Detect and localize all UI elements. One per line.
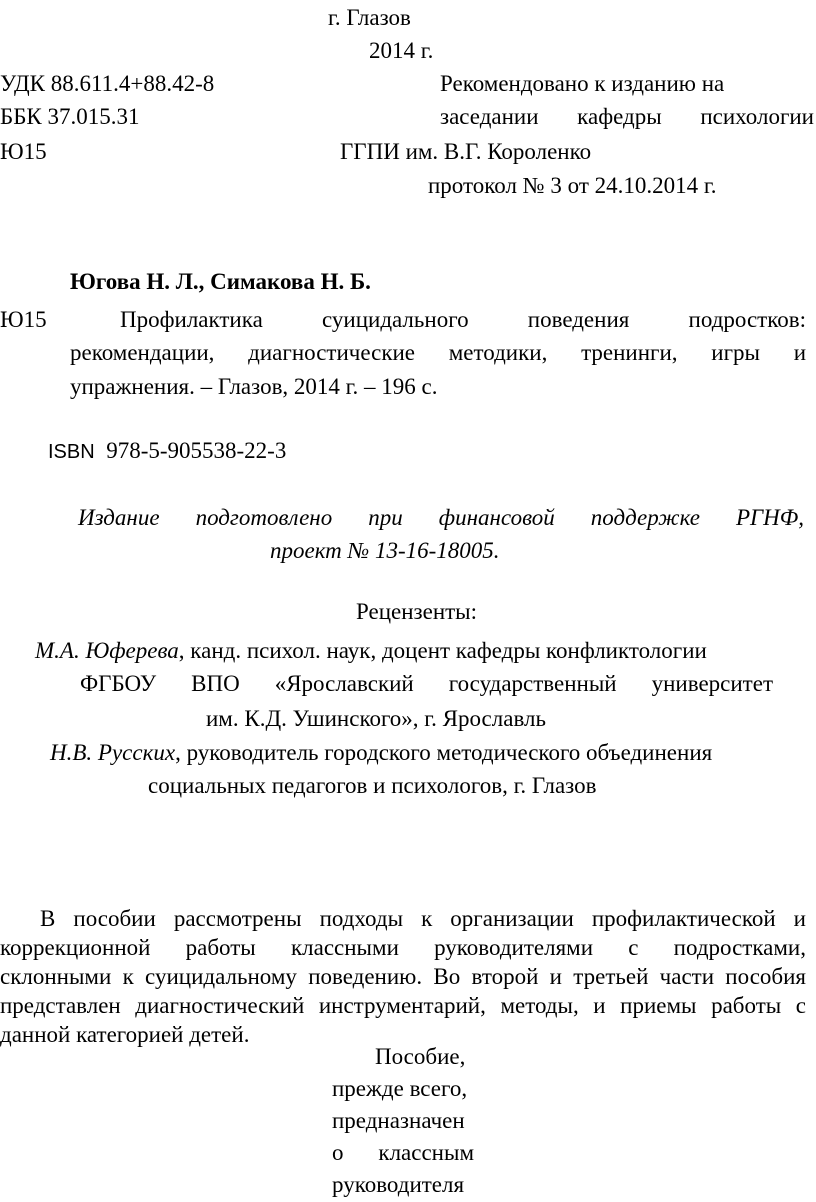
reviewer-1-line-2: ФГБОУ ВПО «Ярославский государственный университет xyxy=(80,671,773,696)
reviewer-1-name: М.А. Юферева xyxy=(35,638,179,663)
approval-line-2: заседании кафедры психологии xyxy=(440,104,814,129)
bibliography-line-1: Профилактика суицидального поведения подростков: xyxy=(120,307,806,332)
udk-code: УДК 88.611.4+88.42-8 xyxy=(0,71,215,96)
note-line-5: руководителя xyxy=(332,1172,465,1197)
bbk-code: ББК 37.015.31 xyxy=(0,104,140,129)
reviewer-2-name: Н.В. Русских xyxy=(50,740,176,765)
reviewer-2-line-1 xyxy=(50,739,712,767)
isbn-label: ISBN xyxy=(48,441,95,463)
note-line-2: прежде всего, xyxy=(332,1076,468,1101)
authors: Югова Н. Л., Симакова Н. Б. xyxy=(70,269,371,294)
reviewer-1-line-1 xyxy=(35,637,707,665)
reviewers-heading: Рецензенты: xyxy=(356,599,478,624)
abstract-line-5: данной категорией детей. xyxy=(0,1022,250,1047)
note-line-3: предназначен xyxy=(332,1108,465,1133)
year: 2014 г. xyxy=(369,38,434,63)
note-line-4: о классным xyxy=(332,1140,474,1165)
approval-line-3: ГГПИ им. В.Г. Короленко xyxy=(340,139,592,164)
abstract-line-1: В пособии рассмотрены подходы к организации профилактической и xyxy=(40,906,806,931)
bibliography-line-2: рекомендации, диагностические методики, тренинги, игры и xyxy=(70,340,806,365)
grant-line-2: проект № 13-16-18005. xyxy=(270,538,500,563)
city: г. Глазов xyxy=(328,5,411,30)
bibliography-code: Ю15 xyxy=(0,307,47,332)
abstract-line-2: коррекционной работы классными руководителями с подростками, xyxy=(0,935,806,960)
abstract-line-4: представлен диагностический инструментарий, методы, и приемы работы с xyxy=(0,993,806,1018)
isbn xyxy=(48,437,286,466)
approval-line-1: Рекомендовано к изданию на xyxy=(440,71,725,96)
author-code: Ю15 xyxy=(0,139,47,164)
bibliography-line-3: упражнения. – Глазов, 2014 г. – 196 с. xyxy=(70,374,438,399)
note-line-1: Пособие, xyxy=(375,1044,466,1069)
reviewer-2-line-2: социальных педагогов и психологов, г. Глазов xyxy=(148,773,597,798)
approval-line-4: протокол № 3 от 24.10.2014 г. xyxy=(428,173,717,198)
grant-line-1: Издание подготовлено при финансовой поддержке РГНФ, xyxy=(78,505,804,530)
reviewer-1-line-3: им. К.Д. Ушинского», г. Ярославль xyxy=(206,706,546,731)
reviewer-1-position: , канд. психол. наук, доцент кафедры конфликтологии xyxy=(178,638,707,663)
reviewer-2-position: , руководитель городского методического объединения xyxy=(175,740,713,765)
abstract-line-3: склонными к суицидальному поведению. Во второй и третьей части пособия xyxy=(0,964,806,989)
isbn-number: 978-5-905538-22-3 xyxy=(106,438,287,463)
